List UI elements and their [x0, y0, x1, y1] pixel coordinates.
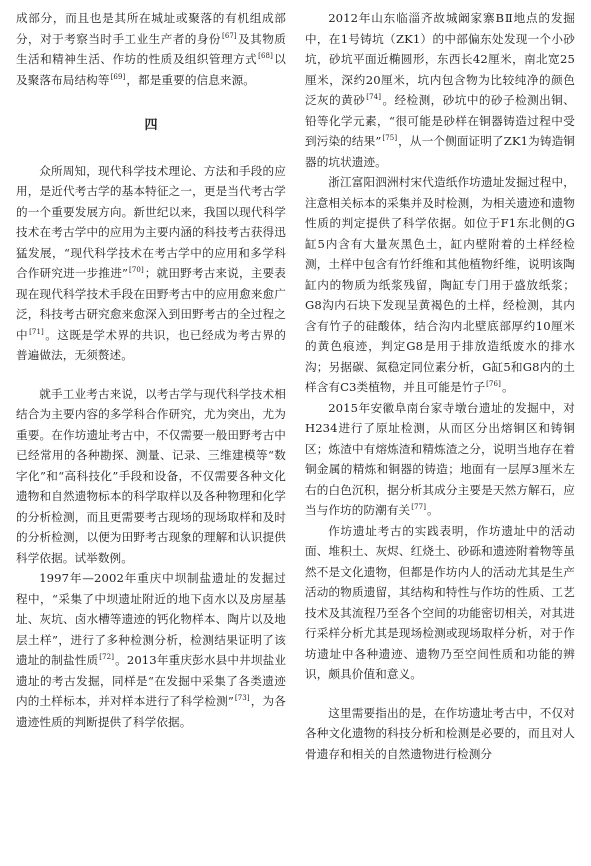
- paragraph: 1997年—2002年重庆中坝制盐遗址的发掘过程中，“采集了中坝遗址附近的地下卤水以及房屋基址、灰坑、卤水槽等遗迹的钙化物样本、陶片以及地层土样”，进行了多种检测分析，检测结果证明了该遗址的制盐性质[72]。2013年重庆彭水县中井坝盐业遗址的考古发掘，同样是“在发掘中采集了各类遗迹内的土样标本，并对样本进行了科学检测”[73]，为各遗迹性质的判断提供了科学依据。: [16, 571, 287, 729]
- footnote-ref[interactable]: [68]: [258, 52, 273, 61]
- right-column: [305, 8, 575, 866]
- footnote-ref[interactable]: [76]: [486, 380, 501, 389]
- paragraph: 2015年安徽阜南台家寺墩台遗址的发掘中，对H234进行了原址检测，从而区分出熔铜区和铸铜区；炼渣中有熔炼渣和精炼渣之分，说明当地存在着铜金属的精炼和铜器的铸造；地面有一层厚3厘米左右的白色沉积，据分析其成分主要是天然方解石，应当与作坊的防潮有关[77]。: [305, 400, 575, 517]
- footnote-ref[interactable]: [71]: [29, 327, 44, 336]
- footnote-ref[interactable]: [70]: [129, 266, 144, 275]
- footnote-ref[interactable]: [69]: [110, 72, 126, 81]
- footnote-ref[interactable]: [77]: [411, 503, 427, 512]
- footnote-ref[interactable]: [67]: [221, 31, 237, 40]
- footnote-ref[interactable]: [75]: [382, 134, 398, 143]
- left-column: [16, 8, 286, 866]
- paragraph: 浙江富阳泗洲村宋代造纸作坊遗址发掘过程中，注意相关标本的采集并及时检测，为相关遗迹和遗物性质的判定提供了科学依据。如位于F1东北侧的G缸5内含有大量灰黑色土，缸内壁附着的土样经检测，土样中包含有竹纤维和其他植物纤维，说明该陶缸内的物质为纸浆残留，陶缸专门用于盛放纸浆；G8沟内石块下发现呈黄褐色的土样，经检测，其内含有竹子的硅酸体，结合沟内北壁底部厚约10厘米的黄色痕迹，判定G8是用于排放造纸废水的排水沟；另据碳、氮稳定同位素分析，G缸5和G8内的土样含有C3类植物，并且可能是竹子[76]。: [305, 175, 575, 394]
- paragraph: 成部分，而且也是其所在城址或聚落的有机组成部分，对于考察当时手工业生产者的身份[67]及其物质生活和精神生活、作坊的性质及组织管理方式[68]以及聚落布局结构等[69]，都是重要的信息来源。: [16, 11, 286, 87]
- footnote-ref[interactable]: [73]: [234, 694, 250, 703]
- paragraph: 作坊遗址考古的实践表明，作坊遗址中的活动面、堆积土、灰烬、红烧土、砂砾和遗迹附着物等虽然不是文化遗物，但都是作坊内人的活动尤其是生产活动的物质遗留，其结构和特性与作坊的性质、工艺技术及其流程乃至各个空间的功能密切相关，对其进行采样分析尤其是现场检测或现场取样分析，对于作坊遗址中各种遗迹、遗物乃至空间性质和功能的辨识，颇具价值和意义。: [305, 523, 575, 681]
- footnote-ref[interactable]: [74]: [366, 93, 382, 102]
- paragraph: 这里需要指出的是，在作坊遗址考古中，不仅对各种文化遗物的科技分析和检测是必要的，而且对人骨遗存和相关的自然遗物进行检测分: [305, 705, 575, 761]
- paragraph: 就手工业考古来说，以考古学与现代科学技术相结合为主要内容的多学科合作研究，尤为突出，尤为重要。在作坊遗址考古中，不仅需要一般田野考古中已经常用的各种勘探、测量、记录、三维建模等“数字化”和“高科技化”手段和设备，不仅需要各种文化遗物和自然遗物标本的科学取样以及各种物理和化学的分析检测，而且更需要考古现场的现场取样和及时的分析检测，以便为田野考古现象的理解和认识提供科学依据。试举数例。: [16, 386, 286, 565]
- section-heading: 四: [144, 118, 158, 133]
- footnote-ref[interactable]: [72]: [99, 653, 115, 662]
- paragraph: 2012年山东临淄齐故城阚家寨BⅡ地点的发掘中，在1号铸坑（ZK1）的中部偏东处发现一个小砂坑，砂坑平面近椭圆形，东西长42厘米，南北宽25厘米，深约20厘米，坑内包含物为比较纯净的颜色泛灰的黄砂[74]。经检测，砂坑中的砂子检测出铜、铅等化学元素，“很可能是砂样在铜器铸造过程中受到污染的结果”[75]，从一个侧面证明了ZK1为铸造铜器的坑状遗迹。: [305, 11, 575, 169]
- paragraph: 众所周知，现代科学技术理论、方法和手段的应用，是近代考古学的基本特征之一，更是当代考古学的一个重要发展方向。新世纪以来，我国以现代科学技术在考古学中的应用为主要内涵的科技考古获得迅猛发展，“现代科学技术在考古学中的应用和多学科合作研究进一步推进”[70]；就田野考古来说，主要表现在现代科学技术手段在田野考古中的应用愈来愈广泛，科技考古研究愈来愈深入到田野考古的全过程之中[71]。这既是学术界的共识，也已经成为考古界的普遍做法，无须赘述。: [16, 163, 286, 362]
